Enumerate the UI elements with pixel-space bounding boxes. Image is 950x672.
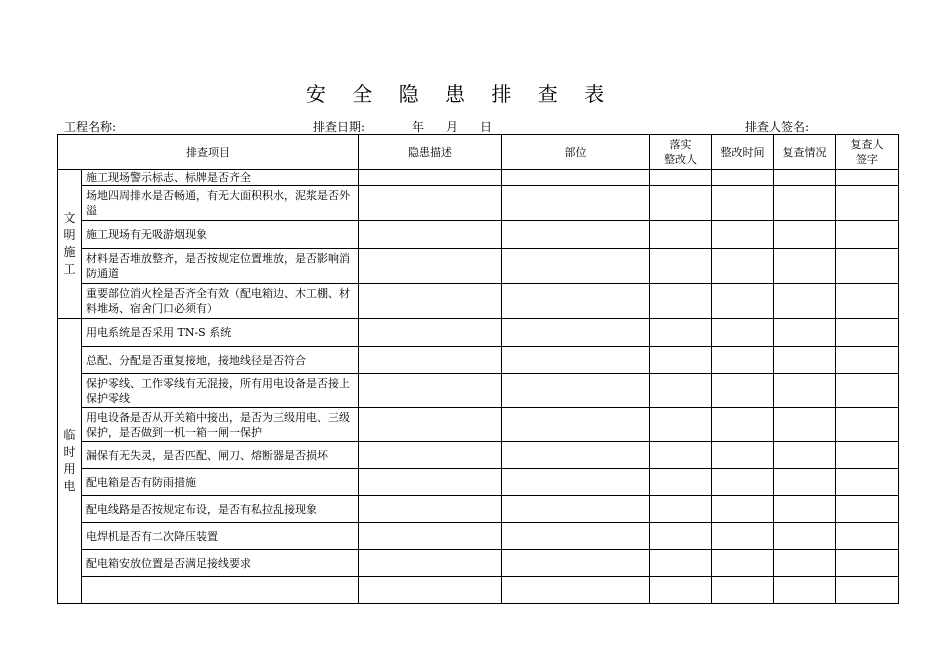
table-row [58,550,899,577]
hazard-cell[interactable] [359,284,502,319]
location-cell[interactable] [502,319,650,347]
table-row [58,319,899,347]
hazard-cell[interactable] [359,221,502,249]
table-row [58,347,899,374]
recheck-cell[interactable] [774,577,836,604]
location-cell[interactable] [502,347,650,374]
item-cell: 施工现场有无吸游烟现象 [82,221,359,249]
rectify-time-cell[interactable] [712,284,774,319]
recheck-cell[interactable] [774,550,836,577]
table-row [58,496,899,523]
rechecker-cell[interactable] [836,408,899,442]
responsible-cell[interactable] [650,284,712,319]
rectify-time-cell[interactable] [712,221,774,249]
rectify-time-cell[interactable] [712,170,774,186]
location-cell[interactable] [502,221,650,249]
rechecker-cell[interactable] [836,221,899,249]
location-cell[interactable] [502,374,650,408]
item-cell: 电焊机是否有二次降压装置 [82,523,359,550]
hazard-cell[interactable] [359,374,502,408]
rechecker-cell[interactable] [836,170,899,186]
rectify-time-cell[interactable] [712,442,774,469]
recheck-cell[interactable] [774,347,836,374]
responsible-cell[interactable] [650,469,712,496]
rectify-time-cell[interactable] [712,347,774,374]
item-cell: 漏保有无失灵，是否匹配、闸刀、熔断器是否损坏 [82,442,359,469]
item-cell[interactable] [82,577,359,604]
table-row [58,577,899,604]
category-cell [58,170,82,319]
item-cell: 配电箱安放位置是否满足接线要求 [82,550,359,577]
recheck-cell[interactable] [774,496,836,523]
responsible-cell[interactable] [650,170,712,186]
location-cell[interactable] [502,284,650,319]
hazard-cell[interactable] [359,523,502,550]
location-cell[interactable] [502,523,650,550]
item-cell: 保护零线、工作零线有无混接，所有用电设备是否接上保护零线 [82,374,359,408]
responsible-cell[interactable] [650,408,712,442]
table-header-row [58,135,899,170]
responsible-cell[interactable] [650,442,712,469]
recheck-cell[interactable] [774,186,836,221]
recheck-cell[interactable] [774,284,836,319]
rechecker-cell[interactable] [836,550,899,577]
date-month-label: 月 [446,120,459,134]
rechecker-cell[interactable] [836,577,899,604]
rechecker-cell[interactable] [836,374,899,408]
recheck-cell[interactable] [774,374,836,408]
location-cell[interactable] [502,577,650,604]
rectify-time-cell[interactable] [712,496,774,523]
recheck-cell[interactable] [774,319,836,347]
table-row [58,249,899,284]
responsible-cell[interactable] [650,221,712,249]
item-cell: 场地四周排水是否畅通，有无大面积积水，泥浆是否外溢 [82,186,359,221]
location-cell[interactable] [502,496,650,523]
responsible-cell[interactable] [650,577,712,604]
responsible-cell[interactable] [650,186,712,221]
table-row [58,408,899,442]
hazard-cell[interactable] [359,170,502,186]
item-cell: 用电设备是否从开关箱中接出，是否为三级用电、三级保护，是否做到一机一箱一闸一保护 [82,408,359,442]
rectify-time-cell[interactable] [712,249,774,284]
rechecker-cell[interactable] [836,469,899,496]
rectify-time-cell[interactable] [712,550,774,577]
inspection-date-label: 排查日期: [313,120,366,134]
header-responsible-person [650,135,712,170]
table-row [58,374,899,408]
item-cell: 重要部位消火栓是否齐全有效（配电箱边、木工棚、材料堆场、宿舍门口必须有） [82,284,359,319]
rechecker-cell[interactable] [836,442,899,469]
responsible-cell[interactable] [650,374,712,408]
item-cell: 配电线路是否按规定布设，是否有私拉乱接现象 [82,496,359,523]
table-row [58,442,899,469]
hazard-cell[interactable] [359,550,502,577]
inspector-signature-label: 排查人签名: [745,120,810,134]
item-cell: 材料是否堆放整齐，是否按规定位置堆放，是否影响消防通道 [82,249,359,284]
location-cell[interactable] [502,186,650,221]
category-cell [58,319,82,604]
header-hazard-description: 隐患描述 [359,135,502,170]
table-row [58,170,899,186]
rectify-time-cell[interactable] [712,523,774,550]
item-cell: 配电箱是否有防雨措施 [82,469,359,496]
location-cell[interactable] [502,170,650,186]
responsible-cell[interactable] [650,523,712,550]
location-cell[interactable] [502,550,650,577]
recheck-cell[interactable] [774,221,836,249]
recheck-cell[interactable] [774,442,836,469]
table-row [58,186,899,221]
header-rectification-time: 整改时间 [712,135,774,170]
hazard-cell[interactable] [359,347,502,374]
header-rechecker-line-2: 签字 [856,153,878,166]
recheck-cell[interactable] [774,170,836,186]
responsible-cell[interactable] [650,550,712,577]
header-responsible-line-1: 落实 [669,138,692,151]
date-day-label: 日 [480,120,493,134]
hazard-cell[interactable] [359,496,502,523]
table-row [58,523,899,550]
item-cell: 施工现场警示标志、标牌是否齐全 [82,170,359,186]
table-row [58,284,899,319]
responsible-cell[interactable] [650,496,712,523]
hazard-cell[interactable] [359,319,502,347]
rectify-time-cell[interactable] [712,319,774,347]
table-row [58,221,899,249]
hazard-cell[interactable] [359,442,502,469]
rechecker-cell[interactable] [836,319,899,347]
rechecker-cell[interactable] [836,496,899,523]
location-cell[interactable] [502,249,650,284]
inspection-table [57,134,899,604]
responsible-cell[interactable] [650,319,712,347]
hazard-cell[interactable] [359,577,502,604]
hazard-cell[interactable] [359,249,502,284]
date-year-label: 年 [412,120,425,134]
header-recheck-status: 复查情况 [774,135,836,170]
recheck-cell[interactable] [774,523,836,550]
rechecker-cell[interactable] [836,249,899,284]
item-cell: 总配、分配是否重复接地，接地线径是否符合 [82,347,359,374]
project-name-label: 工程名称: [64,120,117,134]
header-rechecker-line-1: 复查人 [850,138,884,151]
table-row [58,469,899,496]
rechecker-cell[interactable] [836,284,899,319]
rectify-time-cell[interactable] [712,469,774,496]
inspection-table-body [58,170,899,604]
header-location: 部位 [502,135,650,170]
rectify-time-cell[interactable] [712,577,774,604]
recheck-cell[interactable] [774,249,836,284]
hazard-cell[interactable] [359,186,502,221]
responsible-cell[interactable] [650,347,712,374]
location-cell[interactable] [502,469,650,496]
rechecker-cell[interactable] [836,347,899,374]
location-cell[interactable] [502,442,650,469]
responsible-cell[interactable] [650,249,712,284]
rechecker-cell[interactable] [836,186,899,221]
category-label: 文明施工 [63,211,76,276]
hazard-cell[interactable] [359,408,502,442]
rectify-time-cell[interactable] [712,408,774,442]
header-rechecker-signature [836,135,899,170]
hazard-cell[interactable] [359,469,502,496]
rectify-time-cell[interactable] [712,374,774,408]
recheck-cell[interactable] [774,408,836,442]
rectify-time-cell[interactable] [712,186,774,221]
header-inspection-item: 排查项目 [58,135,359,170]
item-cell: 用电系统是否采用 TN-S 系统 [82,319,359,347]
recheck-cell[interactable] [774,469,836,496]
page-title: 安 全 隐 患 排 查 表 [305,82,615,106]
category-label: 临时用电 [63,428,76,493]
rechecker-cell[interactable] [836,523,899,550]
header-responsible-line-2: 整改人 [664,153,697,166]
location-cell[interactable] [502,408,650,442]
